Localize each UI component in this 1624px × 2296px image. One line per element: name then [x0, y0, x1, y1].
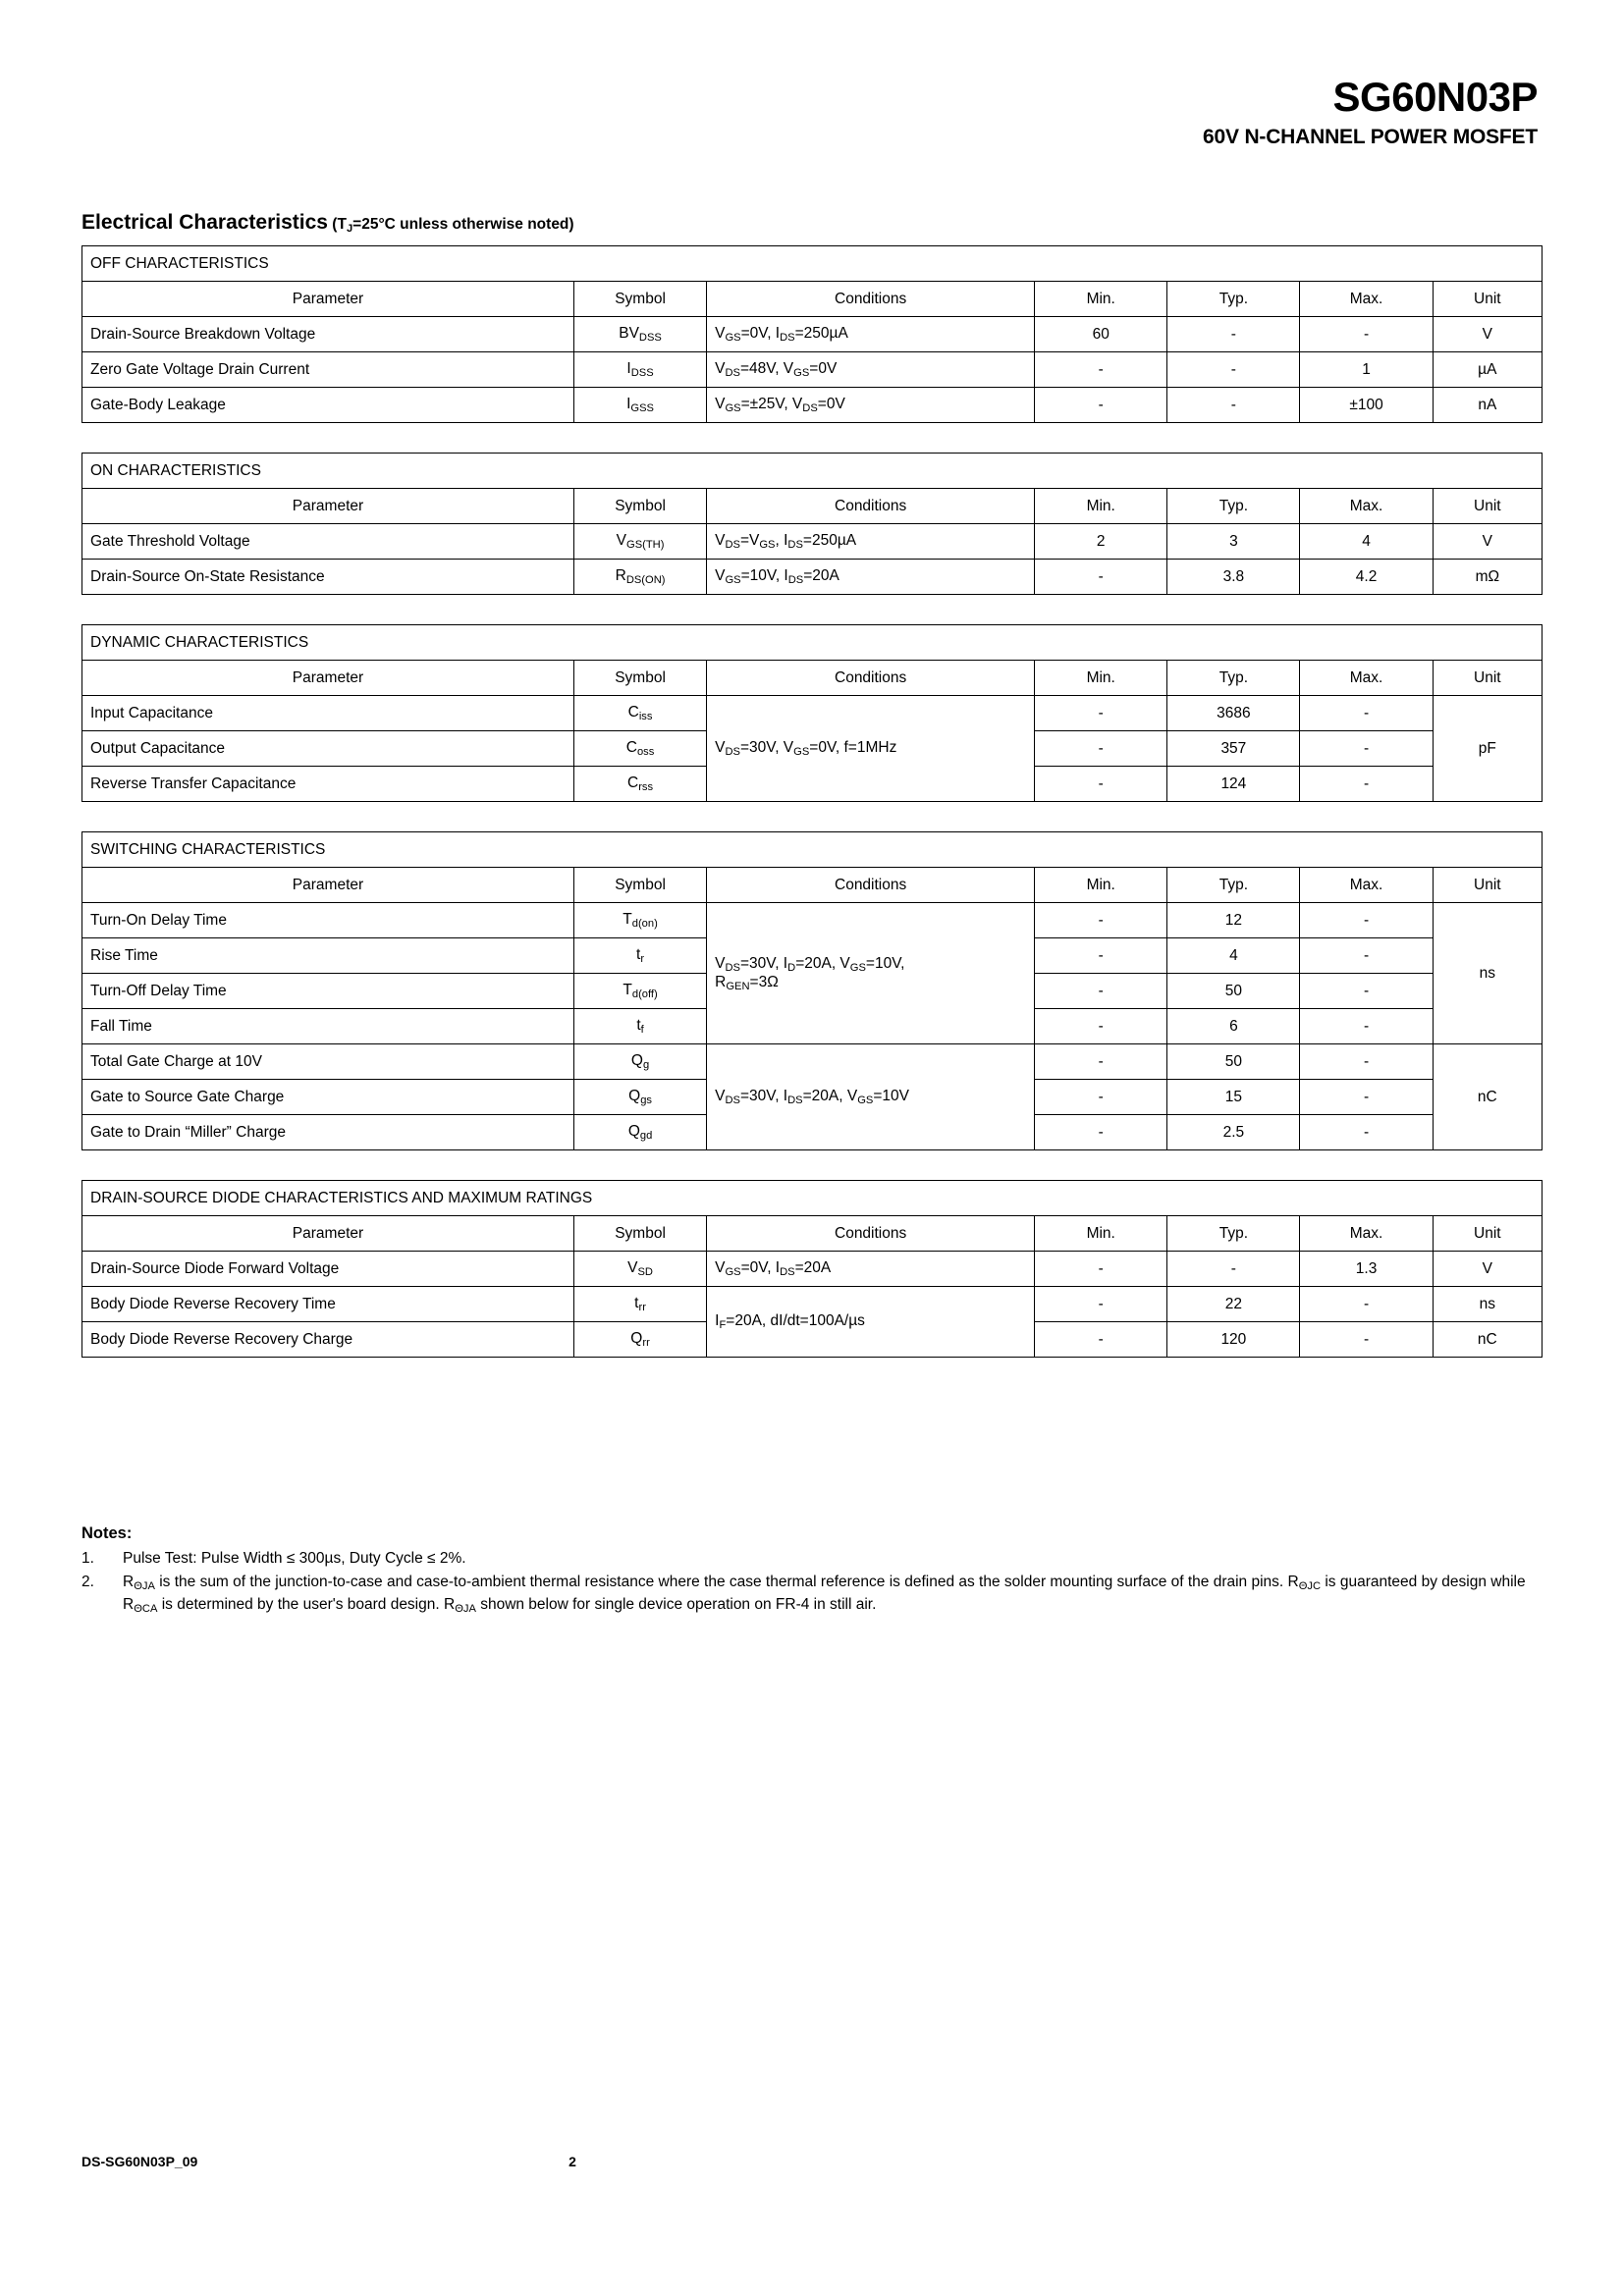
- row-conditions: $V_{GS}=0V$, $I_{DS}=250\mu A$: [707, 317, 1035, 352]
- row-parameter: Drain-Source Diode Forward Voltage: [82, 1252, 574, 1287]
- table-row: [82, 696, 1543, 731]
- column-header: Symbol: [573, 489, 706, 524]
- row-unit: V: [1433, 317, 1542, 352]
- row-max: -: [1300, 1322, 1433, 1358]
- row-typ: 2.5: [1167, 1115, 1300, 1150]
- row-parameter: Turn-Off Delay Time: [82, 974, 574, 1009]
- row-typ: 50: [1167, 1044, 1300, 1080]
- row-unit: mΩ: [1433, 560, 1542, 595]
- row-min: -: [1035, 388, 1167, 423]
- row-min: -: [1035, 938, 1167, 974]
- column-header: Unit: [1433, 868, 1542, 903]
- note-number: 1.: [81, 1550, 94, 1567]
- row-max: -: [1300, 1115, 1433, 1150]
- column-header: Max.: [1300, 489, 1433, 524]
- row-min: 2: [1035, 524, 1167, 560]
- row-min: -: [1035, 767, 1167, 802]
- row-symbol: $BV_{DSS}$: [573, 317, 706, 352]
- row-parameter: Gate Threshold Voltage: [82, 524, 574, 560]
- row-symbol: $t_{rr}$: [573, 1287, 706, 1322]
- row-symbol: $R_{DS(ON)}$: [573, 560, 706, 595]
- table-column-header: [82, 489, 1543, 524]
- row-max: -: [1300, 1287, 1433, 1322]
- row-typ: 6: [1167, 1009, 1300, 1044]
- column-header: Symbol: [573, 868, 706, 903]
- row-min: -: [1035, 696, 1167, 731]
- row-max: -: [1300, 903, 1433, 938]
- row-symbol: $Q_{gs}$: [573, 1080, 706, 1115]
- note-text: Pulse Test: Pulse Width ≤ 300µs, Duty Cycle ≤ 2%.: [123, 1550, 466, 1567]
- row-max: -: [1300, 938, 1433, 974]
- row-conditions: $V_{DS}=30V$, $V_{GS}=0V$, f=1MHz: [707, 696, 1035, 802]
- row-symbol: $I_{DSS}$: [573, 352, 706, 388]
- row-unit: V: [1433, 524, 1542, 560]
- column-header: Parameter: [82, 1216, 574, 1252]
- column-header: Unit: [1433, 1216, 1542, 1252]
- row-typ: 4: [1167, 938, 1300, 974]
- characteristics-table: [81, 831, 1543, 1150]
- column-header: Symbol: [573, 1216, 706, 1252]
- row-symbol: $Q_{rr}$: [573, 1322, 706, 1358]
- part-number: SG60N03P: [1332, 74, 1538, 120]
- row-conditions: $V_{GS}=0V$, $I_{DS}=20A$: [707, 1252, 1035, 1287]
- table-row: [82, 1252, 1543, 1287]
- column-header: Max.: [1300, 1216, 1433, 1252]
- row-parameter: Gate-Body Leakage: [82, 388, 574, 423]
- column-header: Min.: [1035, 489, 1167, 524]
- row-min: -: [1035, 1115, 1167, 1150]
- column-header: Typ.: [1167, 282, 1300, 317]
- row-symbol: $C_{oss}$: [573, 731, 706, 767]
- note-item: [81, 1548, 1554, 1570]
- row-max: -: [1300, 1044, 1433, 1080]
- row-parameter: Body Diode Reverse Recovery Charge: [82, 1322, 574, 1358]
- page-header: [1203, 74, 1538, 149]
- column-header: Typ.: [1167, 661, 1300, 696]
- row-min: -: [1035, 1080, 1167, 1115]
- row-parameter: Reverse Transfer Capacitance: [82, 767, 574, 802]
- row-symbol: $T_{d(off)}$: [573, 974, 706, 1009]
- column-header: Typ.: [1167, 489, 1300, 524]
- row-typ: 120: [1167, 1322, 1300, 1358]
- table-row: [82, 524, 1543, 560]
- row-max: 1: [1300, 352, 1433, 388]
- table-column-header: [82, 868, 1543, 903]
- table-group-header: ON CHARACTERISTICS: [82, 454, 1543, 489]
- notes-list: [81, 1548, 1554, 1617]
- row-typ: 22: [1167, 1287, 1300, 1322]
- row-conditions: $V_{DS}=30V$, $I_D=20A$, $V_{GS}=10V$, $R_{GEN}=3\Omega$: [707, 903, 1035, 1044]
- table-row: [82, 388, 1543, 423]
- row-symbol: $C_{iss}$: [573, 696, 706, 731]
- row-typ: -: [1167, 388, 1300, 423]
- column-header: Parameter: [82, 282, 574, 317]
- row-conditions: $V_{GS}=\pm 25V$, $V_{DS}=0V$: [707, 388, 1035, 423]
- row-typ: 3.8: [1167, 560, 1300, 595]
- note-item: [81, 1572, 1554, 1617]
- characteristics-table: [81, 1180, 1543, 1358]
- characteristics-table: [81, 245, 1543, 423]
- row-symbol: $C_{rss}$: [573, 767, 706, 802]
- table-column-header: [82, 282, 1543, 317]
- row-unit: µA: [1433, 352, 1542, 388]
- row-symbol: $t_f$: [573, 1009, 706, 1044]
- table-row: [82, 1287, 1543, 1322]
- column-header: Unit: [1433, 489, 1542, 524]
- row-min: -: [1035, 1009, 1167, 1044]
- row-max: -: [1300, 317, 1433, 352]
- row-symbol: $Q_{gd}$: [573, 1115, 706, 1150]
- table-column-header: [82, 1216, 1543, 1252]
- row-parameter: Drain-Source On-State Resistance: [82, 560, 574, 595]
- row-parameter: Turn-On Delay Time: [82, 903, 574, 938]
- row-min: -: [1035, 903, 1167, 938]
- notes-block: [81, 1524, 1554, 1619]
- row-unit: nC: [1433, 1322, 1542, 1358]
- row-unit: ns: [1433, 1287, 1542, 1322]
- row-conditions: $V_{DS}=30V$, $I_{DS}=20A$, $V_{GS}=10V$: [707, 1044, 1035, 1150]
- column-header: Typ.: [1167, 1216, 1300, 1252]
- footer-doc-id: DS-SG60N03P_09: [81, 2154, 198, 2169]
- column-header: Max.: [1300, 282, 1433, 317]
- characteristics-table: [81, 624, 1543, 802]
- row-typ: 15: [1167, 1080, 1300, 1115]
- row-parameter: Rise Time: [82, 938, 574, 974]
- notes-title: Notes:: [81, 1524, 133, 1542]
- row-symbol: $V_{SD}$: [573, 1252, 706, 1287]
- row-conditions: $V_{GS}=10V$, $I_{DS}=20A$: [707, 560, 1035, 595]
- row-parameter: Drain-Source Breakdown Voltage: [82, 317, 574, 352]
- column-header: Parameter: [82, 868, 574, 903]
- column-header: Max.: [1300, 868, 1433, 903]
- table-row: [82, 560, 1543, 595]
- row-min: -: [1035, 1044, 1167, 1080]
- row-symbol: $T_{d(on)}$: [573, 903, 706, 938]
- row-unit: nA: [1433, 388, 1542, 423]
- row-unit: pF: [1433, 696, 1542, 802]
- row-max: 4: [1300, 524, 1433, 560]
- column-header: Conditions: [707, 282, 1035, 317]
- section-condition: ($T_J=25^\circ C$ unless otherwise noted): [332, 216, 574, 235]
- row-max: -: [1300, 974, 1433, 1009]
- column-header: Min.: [1035, 1216, 1167, 1252]
- row-typ: 3686: [1167, 696, 1300, 731]
- row-typ: 3: [1167, 524, 1300, 560]
- characteristics-table: [81, 453, 1543, 595]
- row-typ: -: [1167, 352, 1300, 388]
- row-max: -: [1300, 767, 1433, 802]
- row-symbol: $Q_g$: [573, 1044, 706, 1080]
- column-header: Min.: [1035, 282, 1167, 317]
- row-symbol: $V_{GS(TH)}$: [573, 524, 706, 560]
- row-max: 4.2: [1300, 560, 1433, 595]
- row-unit: V: [1433, 1252, 1542, 1287]
- table-group-header: SWITCHING CHARACTERISTICS: [82, 832, 1543, 868]
- row-min: -: [1035, 560, 1167, 595]
- table-row: [82, 352, 1543, 388]
- column-header: Min.: [1035, 661, 1167, 696]
- column-header: Unit: [1433, 661, 1542, 696]
- table-group-header: DYNAMIC CHARACTERISTICS: [82, 625, 1543, 661]
- column-header: Parameter: [82, 489, 574, 524]
- row-conditions: $V_{DS}=48V$, $V_{GS}=0V$: [707, 352, 1035, 388]
- column-header: Conditions: [707, 868, 1035, 903]
- column-header: Conditions: [707, 661, 1035, 696]
- table-row: [82, 1044, 1543, 1080]
- row-typ: -: [1167, 1252, 1300, 1287]
- row-unit: nC: [1433, 1044, 1542, 1150]
- table-group-header: DRAIN-SOURCE DIODE CHARACTERISTICS AND MAXIMUM RATINGS: [82, 1181, 1543, 1216]
- section-title: [81, 211, 574, 235]
- column-header: Symbol: [573, 661, 706, 696]
- row-max: ±100: [1300, 388, 1433, 423]
- section-title-text: Electrical Characteristics: [81, 211, 328, 234]
- row-typ: 12: [1167, 903, 1300, 938]
- row-min: -: [1035, 731, 1167, 767]
- row-unit: ns: [1433, 903, 1542, 1044]
- column-header: Conditions: [707, 489, 1035, 524]
- table-group-header: OFF CHARACTERISTICS: [82, 246, 1543, 282]
- row-min: -: [1035, 352, 1167, 388]
- row-typ: -: [1167, 317, 1300, 352]
- row-max: -: [1300, 696, 1433, 731]
- row-parameter: Input Capacitance: [82, 696, 574, 731]
- table-row: [82, 903, 1543, 938]
- row-parameter: Fall Time: [82, 1009, 574, 1044]
- row-min: 60: [1035, 317, 1167, 352]
- table-column-header: [82, 661, 1543, 696]
- tables-container: [81, 245, 1543, 1387]
- row-max: 1.3: [1300, 1252, 1433, 1287]
- row-parameter: Total Gate Charge at 10V: [82, 1044, 574, 1080]
- row-parameter: Output Capacitance: [82, 731, 574, 767]
- row-max: -: [1300, 1080, 1433, 1115]
- column-header: Unit: [1433, 282, 1542, 317]
- table-row: [82, 317, 1543, 352]
- row-parameter: Gate to Drain “Miller” Charge: [82, 1115, 574, 1150]
- row-typ: 124: [1167, 767, 1300, 802]
- note-text: $R_{\Theta JA}$ is the sum of the junction-to-case and case-to-ambient thermal resistance where the case thermal reference is defined as the solder mounting surface of the drain pins. $R_{\Theta JC}$ is guaranteed by design while $R_{\Theta CA}$ is determined by the user's board design. $R_{\Theta JA}$ shown below for single device operation on FR-4 in still air.: [123, 1574, 1526, 1616]
- column-header: Conditions: [707, 1216, 1035, 1252]
- row-parameter: Zero Gate Voltage Drain Current: [82, 352, 574, 388]
- row-symbol: $t_r$: [573, 938, 706, 974]
- row-min: -: [1035, 1252, 1167, 1287]
- column-header: Typ.: [1167, 868, 1300, 903]
- note-number: 2.: [81, 1574, 94, 1591]
- row-conditions: $I_F=20A$, dI/dt=100A/µs: [707, 1287, 1035, 1358]
- footer-page-number: 2: [568, 2154, 576, 2169]
- row-min: -: [1035, 974, 1167, 1009]
- row-max: -: [1300, 731, 1433, 767]
- row-min: -: [1035, 1322, 1167, 1358]
- row-typ: 357: [1167, 731, 1300, 767]
- row-parameter: Body Diode Reverse Recovery Time: [82, 1287, 574, 1322]
- row-symbol: $I_{GSS}$: [573, 388, 706, 423]
- row-max: -: [1300, 1009, 1433, 1044]
- row-typ: 50: [1167, 974, 1300, 1009]
- column-header: Symbol: [573, 282, 706, 317]
- column-header: Max.: [1300, 661, 1433, 696]
- row-min: -: [1035, 1287, 1167, 1322]
- row-conditions: $V_{DS}=V_{GS}$, $I_{DS}=250\mu A$: [707, 524, 1035, 560]
- column-header: Min.: [1035, 868, 1167, 903]
- part-subtitle: 60V N-CHANNEL POWER MOSFET: [1203, 126, 1538, 148]
- row-parameter: Gate to Source Gate Charge: [82, 1080, 574, 1115]
- column-header: Parameter: [82, 661, 574, 696]
